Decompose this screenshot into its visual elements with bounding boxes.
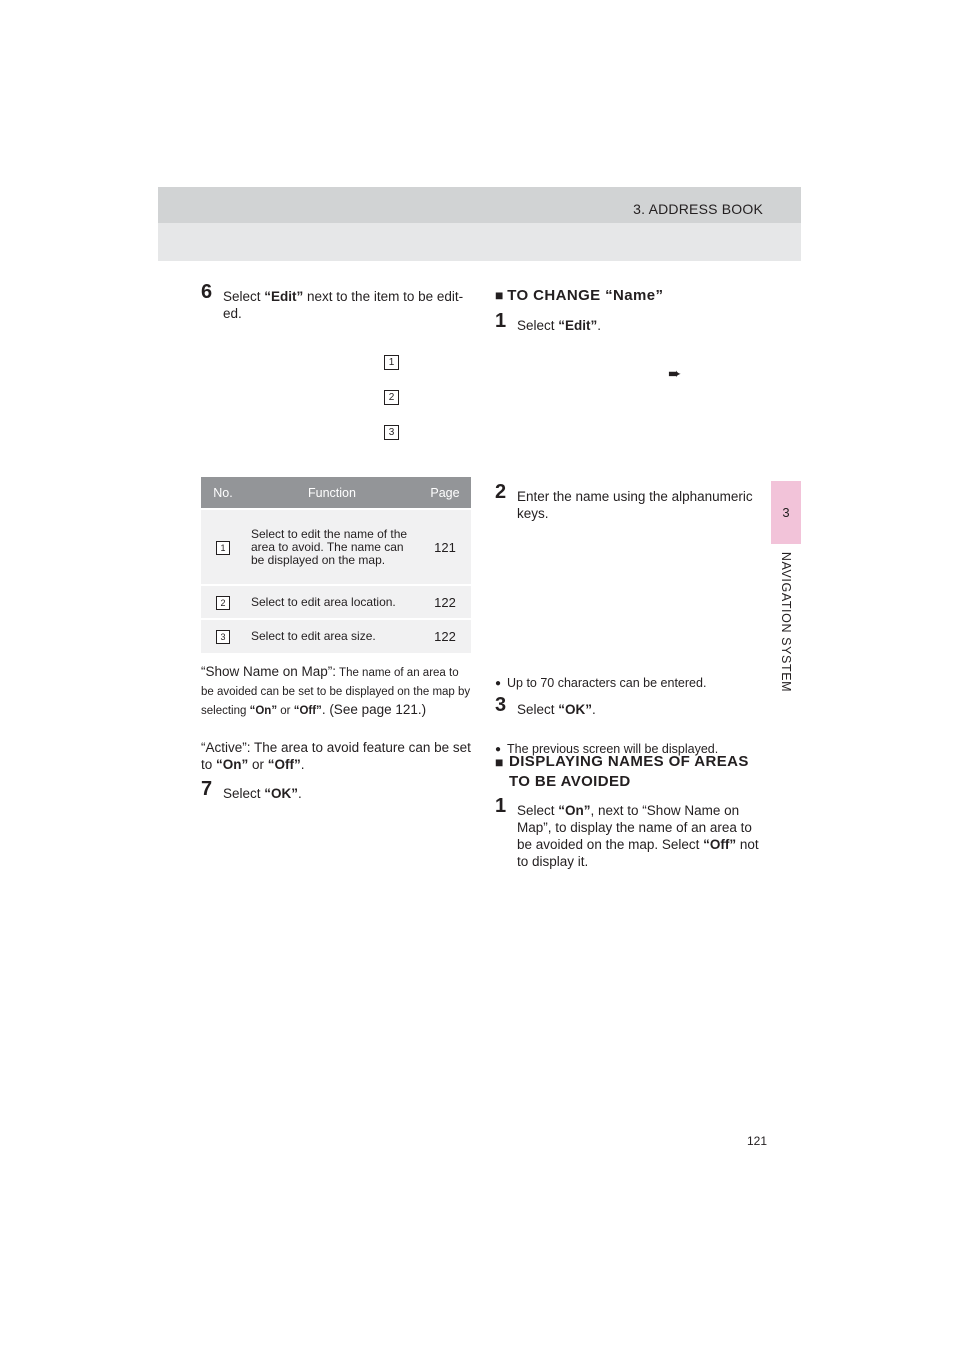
step-text: Enter the name using the alphanumeric keys. [517,489,753,521]
function-table [201,477,471,653]
row-function: Select to edit the name of the area to avoid. The name can be displayed on the map. [245,509,419,585]
right-step-2 [495,481,765,522]
step-text: Select [517,318,559,333]
active-note [201,739,471,773]
chapter-tab [771,481,801,544]
callout-2: 2 [384,390,399,405]
callout-1: 1 [384,355,399,370]
chapter-label: NAVIGATION SYSTEM [779,551,793,693]
see-page: . (See page 121.) [321,702,427,717]
row-page: 122 [419,619,471,653]
off-label: “Off” [293,705,322,717]
heading-text: DISPLAYING NAMES OF AREAS TO BE AVOIDED [509,753,749,790]
table-header-row [201,477,471,509]
active-text: “Active”: The area to avoid feature can be set to [201,740,471,772]
edit-label: “Edit” [558,318,598,333]
step-text-tail: . [597,318,602,333]
row-number: 2 [216,596,230,610]
active-tail: . [300,757,305,772]
step-text-tail: not to display it. [517,837,759,869]
table-row [201,619,471,653]
step-number: 3 [495,694,507,716]
step-text-tail: . [592,702,596,717]
right-step-3 [495,694,765,718]
show-name-text: The name of an area to be avoided can be set to be displayed on the map by selecting [201,667,471,717]
row-function: Select to edit area location. [245,585,419,619]
row-number: 1 [216,541,230,555]
row-number: 3 [216,630,230,644]
arrow-right-icon: ➨ [668,366,682,383]
off-label: “Off” [703,837,737,852]
step-number: 7 [201,778,213,800]
heading-text: TO CHANGE “Name” [507,287,664,304]
or-text: or [248,757,268,772]
step-number: 1 [495,310,507,332]
off-label: “Off” [267,757,301,772]
step-number: 2 [495,481,507,503]
show-name-note [201,663,471,720]
step-text: Select [517,702,559,717]
callout-3: 3 [384,425,399,440]
header-band [158,223,801,261]
heading-change-name [495,287,765,304]
on-label: “On” [558,803,591,818]
step-text: Select [223,786,265,801]
step-6 [201,281,471,322]
row-page: 122 [419,585,471,619]
chapter-number: 3 [782,505,790,520]
show-name-label: “Show Name on Map”: [201,664,337,679]
step-7 [201,778,471,802]
table-row [201,509,471,585]
square-bullet-icon: ■ [495,287,504,303]
header-no: No. [201,477,245,509]
page-number: 121 [747,1134,768,1148]
ok-label: “OK” [558,702,593,717]
row-function: Select to edit area size. [245,619,419,653]
section-title: 3. ADDRESS BOOK [633,201,763,217]
step-number: 6 [201,281,213,303]
square-bullet-icon: ■ [495,754,504,770]
on-label: “On” [216,757,249,772]
step-number: 1 [495,795,507,817]
header-function: Function [245,477,419,509]
ok-label: “OK” [264,786,299,801]
step-text-mid: , next to “Show Name on Map”, to display the name of an area to be avoided on the map. Select [517,803,752,852]
edit-label: “Edit” [264,289,304,304]
step-text-tail: next to the item to be edit-ed. [223,289,464,321]
bullet-note: ● Up to 70 characters can be entered. [495,675,765,692]
header-page: Page [419,477,471,509]
header-bar [158,187,801,223]
bullet-note: ● The previous screen will be displayed. [495,741,765,758]
row-page: 121 [419,509,471,585]
heading-display-names [495,752,765,792]
step-text-tail: . [298,786,302,801]
right-step-1b [495,795,765,870]
step-text: Select [517,803,559,818]
on-label: “On” [249,705,278,717]
or-text: or [277,705,294,717]
table-row [201,585,471,619]
right-step-1 [495,310,765,334]
step-text: Select [223,289,265,304]
